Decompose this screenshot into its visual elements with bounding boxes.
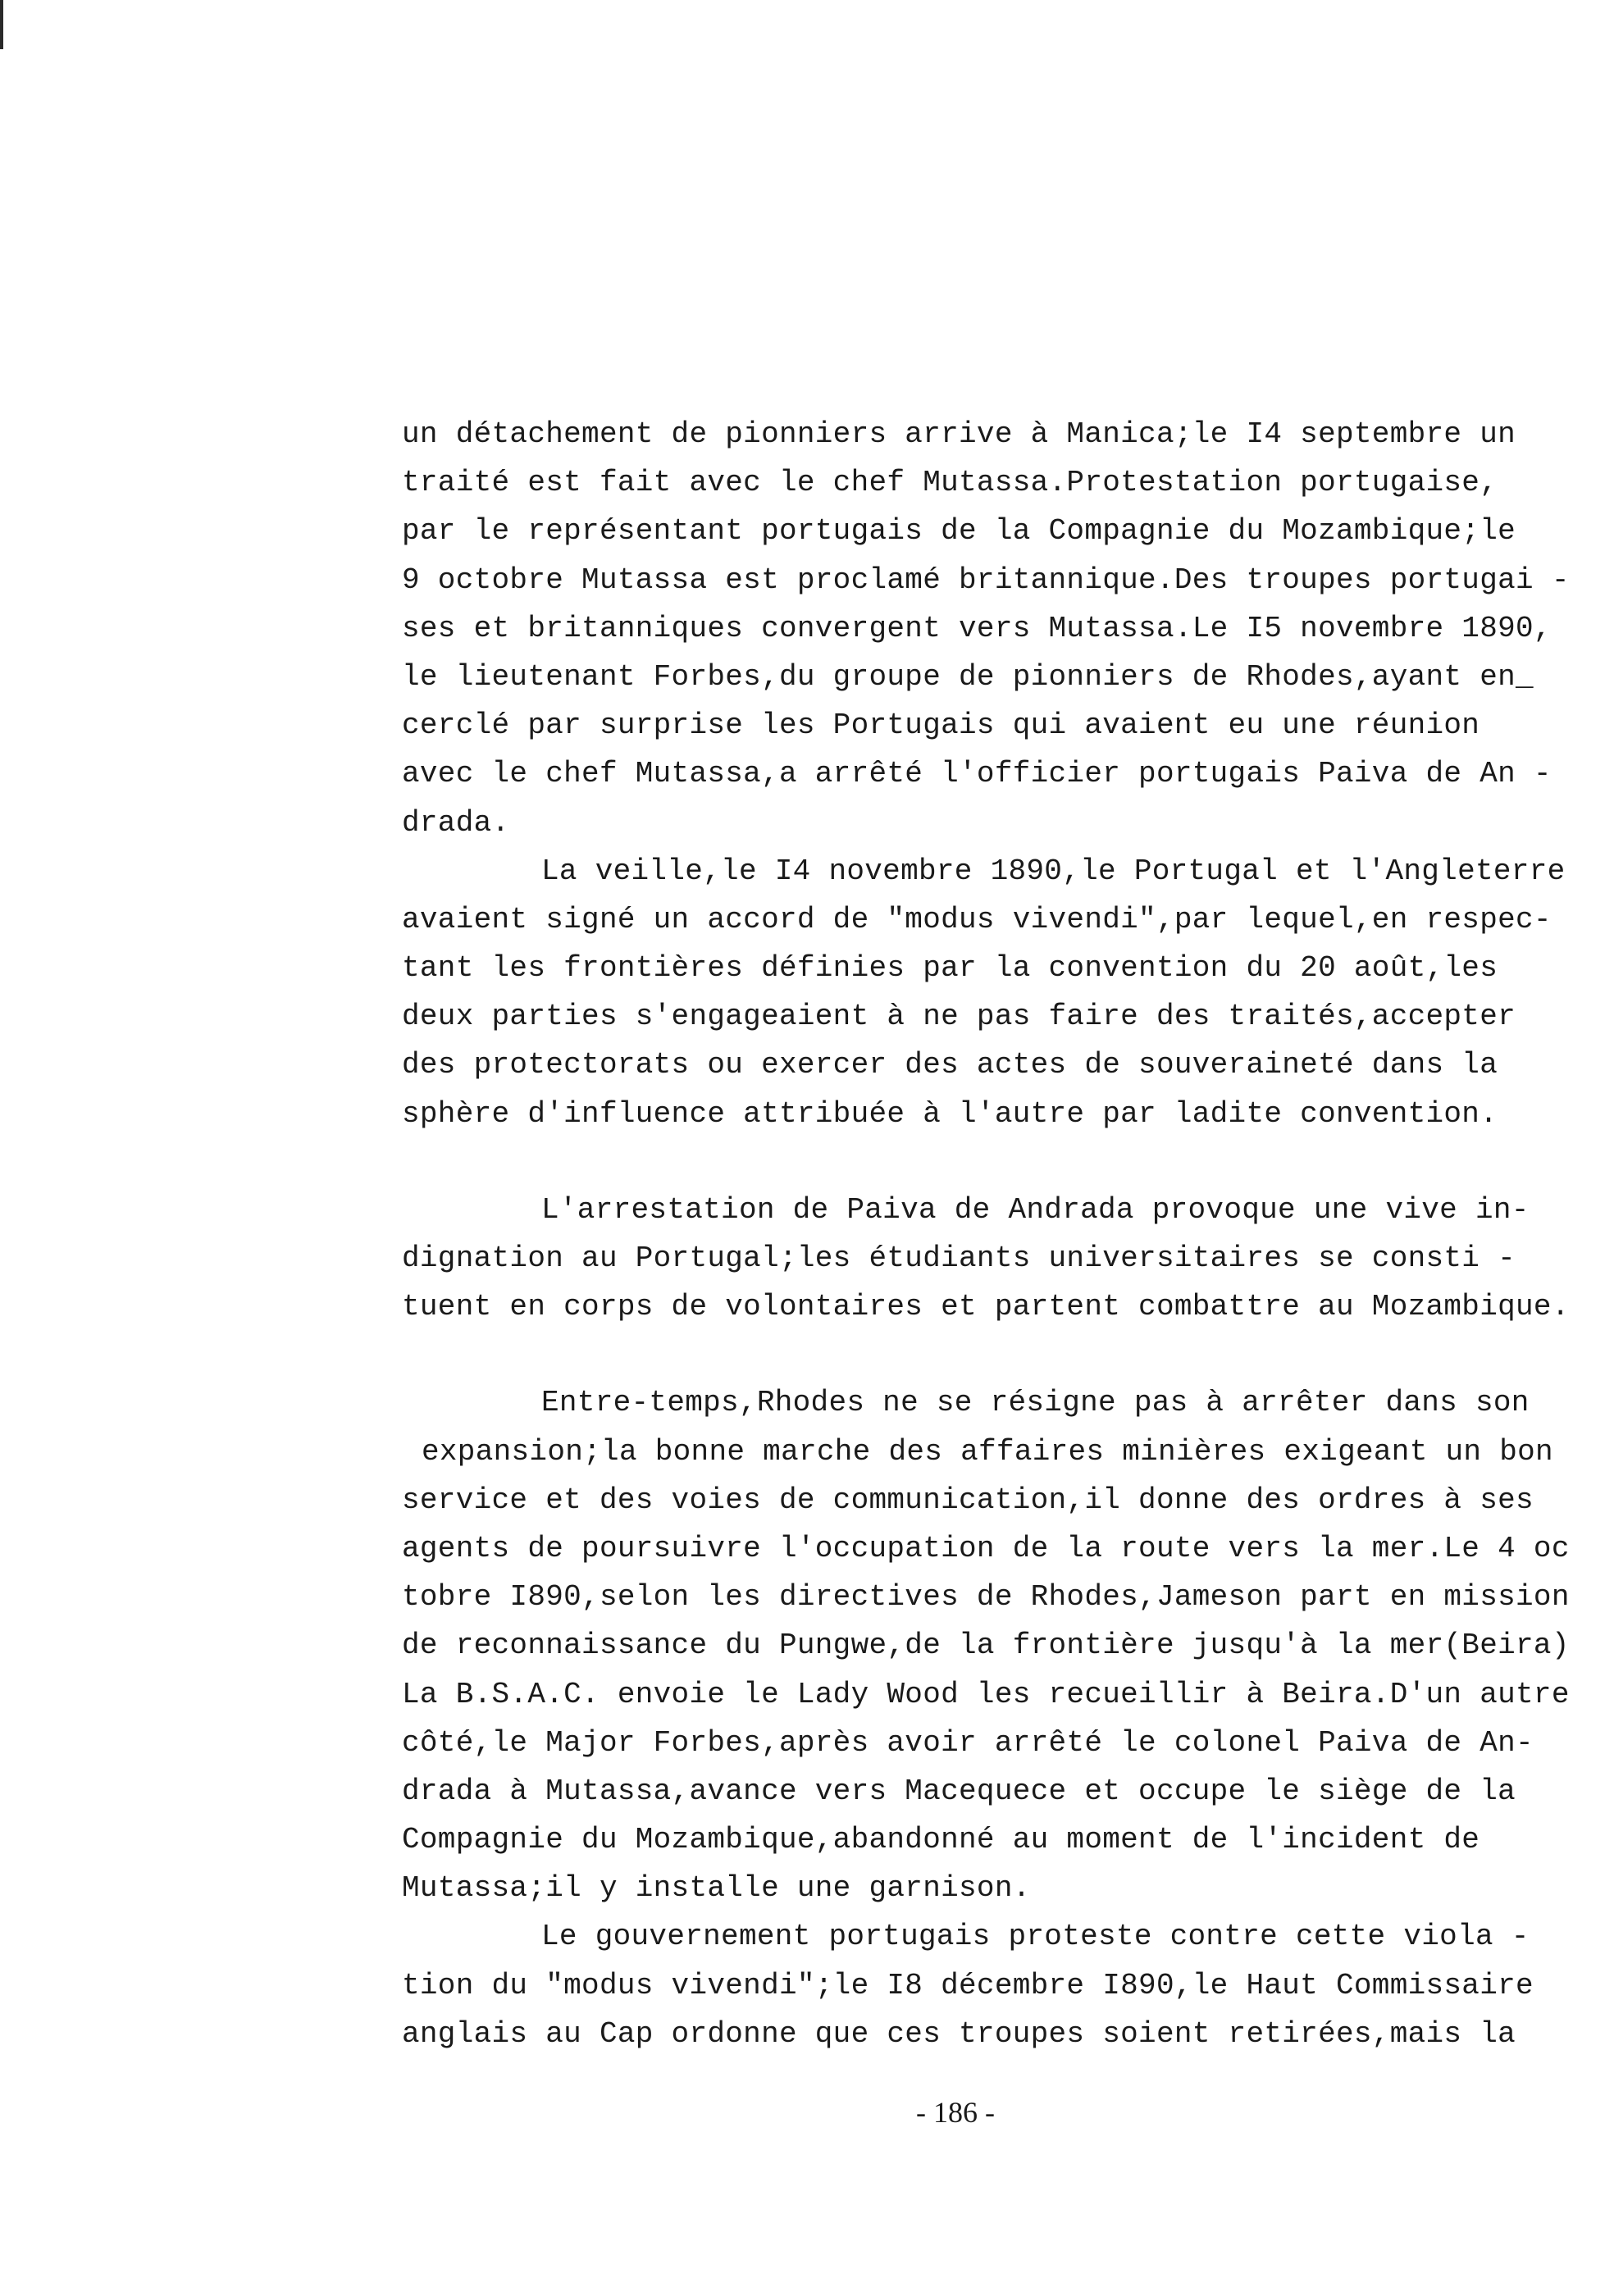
text-line: Compagnie du Mozambique,abandonné au moment de l'incident de [402,1823,1480,1857]
paragraph-3 [402,1186,1570,1332]
text-line: deux parties s'engageaient à ne pas faire des traités,accepter [402,1000,1516,1034]
paragraph-gap [402,1138,1484,1186]
text-line: par le représentant portugais de la Compagnie du Mozambique;le [402,514,1516,549]
paragraph-4 [402,1378,1570,1912]
text-line: La B.S.A.C. envoie le Lady Wood les recueillir à Beira.D'un autre [402,1677,1570,1711]
text-line: Le gouvernement portugais proteste contre cette viola - [541,1920,1530,1954]
text-line: anglais au Cap ordonne que ces troupes soient retirées,mais la [402,2016,1516,2051]
text-line: le lieutenant Forbes,du groupe de pionniers de Rhodes,ayant en_ [402,659,1534,694]
page-number: - 186 - [916,2096,995,2129]
text-line: traité est fait avec le chef Mutassa.Protestation portugaise, [402,466,1498,500]
text-line: drada. [402,805,510,840]
text-line: des protectorats ou exercer des actes de souveraineté dans la [402,1048,1498,1082]
text-line: ses et britanniques convergent vers Mutassa.Le I5 novembre 1890, [402,611,1552,645]
text-line: un détachement de pionniers arrive à Manica;le I4 septembre un [402,417,1516,451]
paragraph-5 [402,1912,1534,2058]
text-line: sphère d'influence attribuée à l'autre par ladite convention. [402,1096,1498,1131]
text-line: agents de poursuivre l'occupation de la route vers la mer.Le 4 oc [402,1531,1570,1565]
text-line: avec le chef Mutassa,a arrêté l'officier portugais Paiva de An - [402,757,1552,791]
text-line: L'arrestation de Paiva de Andrada provoque une vive in- [541,1192,1530,1227]
paragraph-1 [402,410,1570,847]
text-line: La veille,le I4 novembre 1890,le Portugal et l'Angleterre [541,854,1566,888]
text-line: côté,le Major Forbes,après avoir arrêté le colonel Paiva de An- [402,1725,1534,1760]
text-line: cerclé par surprise les Portugais qui avaient eu une réunion [402,708,1480,743]
paragraph-2 [402,847,1566,1138]
text-line: service et des voies de communication,il donne des ordres à ses [402,1483,1534,1517]
text-line: drada à Mutassa,avance vers Macequece et occupe le siège de la [402,1774,1516,1808]
text-line: Entre-temps,Rhodes ne se résigne pas à arrêter dans son [541,1386,1530,1420]
paragraph-gap [402,1331,1484,1378]
text-line: 9 octobre Mutassa est proclamé britannique.Des troupes portugai - [402,563,1570,597]
text-line: avaient signé un accord de "modus vivendi",par lequel,en respec- [402,902,1552,936]
text-line: tobre I890,selon les directives de Rhodes,Jameson part en mission [402,1580,1570,1615]
document-body [402,410,1570,2058]
text-line: dignation au Portugal;les étudiants universitaires se consti - [402,1241,1516,1275]
scan-edge-mark [0,0,3,49]
text-line: Mutassa;il y installe une garnison. [402,1871,1031,1906]
text-line: de reconnaissance du Pungwe,de la frontière jusqu'à la mer(Beira) [402,1629,1570,1663]
text-line: tuent en corps de volontaires et partent combattre au Mozambique. [402,1290,1570,1324]
text-line: expansion;la bonne marche des affaires minières exigeant un bon [422,1434,1553,1469]
text-line: tant les frontières définies par la convention du 20 août,les [402,951,1498,986]
text-line: tion du "modus vivendi";le I8 décembre I890,le Haut Commissaire [402,1968,1534,2002]
